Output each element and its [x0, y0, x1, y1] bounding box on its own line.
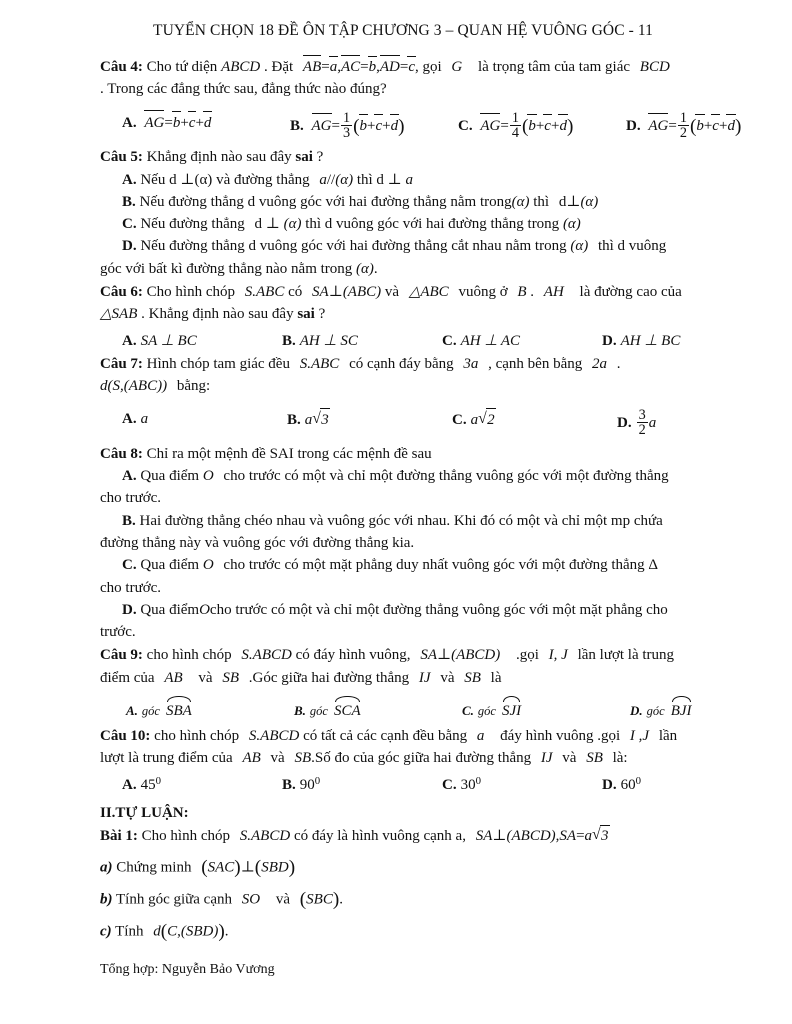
cau6-t5: là đường cao của — [579, 284, 682, 301]
cau5-option-b-tail: thì — [533, 193, 550, 210]
page-title: TUYỂN CHỌN 18 ĐỀ ÔN TẬP CHƯƠNG 3 – QUAN HỆ VUÔNG GÓC - 11 — [153, 22, 653, 39]
cau5-option-d-line2-text: góc với bất kì đường thẳng nào nằm trong — [100, 260, 353, 277]
cau6-stem-line2 — [100, 304, 706, 325]
cau7-t4: . — [616, 356, 621, 373]
cau9-l2-2: và — [198, 669, 213, 686]
cau4-stem-line2: . Trong các đẳng thức sau, đẳng thức nào đúng? — [100, 81, 387, 98]
cau7-option-c-tag: C. — [452, 411, 467, 428]
cau7-option-b-tag: B. — [287, 411, 301, 428]
cau10-option-c[interactable] — [442, 773, 602, 797]
cau9-sabcd: S.ABCD — [241, 647, 292, 664]
cau4-text-b: . Đặt — [263, 59, 294, 75]
cau5-option-b-alpha2: (α) — [580, 193, 599, 210]
cau5-stem — [100, 147, 706, 168]
cau6-option-b-tag: B. — [282, 332, 296, 349]
cau10-option-b-tag: B. — [282, 777, 296, 794]
cau10-option-c-tag: C. — [442, 777, 457, 794]
cau7-option-c-sqrt: √ 2 — [478, 408, 496, 432]
cau9-option-b-angle: SCA — [334, 698, 361, 723]
cau10-label: Câu 10: — [100, 727, 151, 744]
perpendicular-icon-2: ⊥ — [387, 171, 402, 188]
bai1-item-b-tag: b) — [100, 891, 113, 908]
bai1-abcd: (ABCD) — [506, 827, 556, 844]
cau5-option-a-line: a — [319, 171, 327, 188]
degree-icon-a: 0 — [155, 775, 161, 788]
cau4-label: Câu 4: — [100, 59, 143, 75]
cau4-option-a-d: d — [204, 112, 212, 135]
cau4-option-d-c: c — [712, 115, 719, 138]
cau9-ij2: IJ — [418, 669, 431, 686]
cau9-option-a-word: góc — [141, 704, 160, 719]
degree-icon-d: 0 — [635, 775, 641, 788]
cau6-t1: Cho hình chóp — [146, 284, 236, 301]
cau10-l2-3: .Số đo của góc giữa hai đường thẳng — [311, 749, 532, 766]
cau6-t6: . Khẳng định nào sau đây — [141, 306, 294, 323]
cau10-l2-4: và — [562, 749, 577, 766]
cau10-l2-5: là: — [612, 749, 628, 766]
cau4-vector-b: b — [369, 57, 377, 78]
cau9-option-b-word: góc — [309, 704, 328, 719]
bai1-sa2: SA — [559, 827, 577, 844]
cau9-t1: cho hình chóp — [146, 647, 232, 664]
cau9-l2-5: là — [490, 669, 502, 686]
cau4-vector-ac: AC — [341, 56, 360, 78]
cau5-option-d-line2 — [100, 259, 706, 280]
cau4-option-c-fraction: $\frac{1}{4}$ — [511, 109, 519, 142]
cau4-option-c-tag: C. — [458, 117, 473, 134]
bai1-stem — [100, 825, 706, 847]
cau4-option-c-c: c — [544, 115, 551, 138]
cau10-option-c-value: 30 — [460, 777, 476, 794]
cau9-option-d-angle: BJI — [671, 698, 692, 723]
cau7-option-d[interactable] — [617, 408, 782, 438]
cau8-option-a-point: O — [202, 468, 214, 485]
parallel-icon: // — [326, 171, 336, 188]
cau7-sabc: S.ABC — [299, 356, 340, 373]
cau9-l2-4: và — [440, 669, 455, 686]
cau10-option-b[interactable] — [282, 773, 442, 797]
cau7-option-d-tag: D. — [617, 414, 632, 431]
cau8-option-c-post: cho trước có một mặt phẳng duy nhất vuông góc với một đường thẳng Δ — [223, 557, 659, 574]
cau8-option-a-line2: cho trước. — [100, 490, 162, 507]
bai1-item-c-d: d — [153, 923, 161, 940]
cau4-text-a: Cho tứ diện — [146, 59, 218, 75]
question-block-cau8 — [100, 444, 706, 644]
cau8-option-b-pre: Hai đường thẳng chéo nhau và vuông góc với nhau. Khi đó có một và chỉ một mp chứa — [139, 512, 663, 529]
page-footer: Tổng hợp: Nguyễn Bảo Vương — [100, 962, 275, 977]
cau4-eq3: = — [399, 59, 409, 75]
cau6-dot: . — [530, 284, 535, 301]
cau9-label: Câu 9: — [100, 647, 143, 664]
cau10-t2: có tất cả các cạnh đều bằng — [303, 727, 468, 744]
cau10-option-a[interactable] — [122, 773, 282, 797]
cau10-t3: đáy hình vuông .gọi — [500, 727, 621, 744]
cau5-option-b-text: Nếu đường thẳng d vuông góc với hai đường thẳng nằm trong — [139, 193, 512, 210]
perpendicular-icon: ⊥ — [180, 171, 195, 188]
cau9-sb: SB — [222, 669, 239, 686]
cau9-option-b[interactable] — [294, 698, 462, 723]
cau5-option-b-tag: B. — [122, 193, 136, 210]
cau8-option-c-tag: C. — [122, 557, 137, 574]
cau7-stem — [100, 354, 706, 375]
cau5-option-d-alpha: (α) — [570, 238, 589, 255]
cau4-vector-ad: AD — [380, 56, 400, 78]
bai1-item-b-tail: . — [339, 891, 343, 908]
question-block-cau9 — [100, 645, 706, 722]
cau6-t2: có — [288, 284, 303, 301]
tu-luan-heading: II.TỰ LUẬN: — [100, 804, 189, 821]
question-block-cau10 — [100, 726, 706, 797]
question-block-cau4 — [100, 56, 742, 142]
cau10-option-a-tag: A. — [122, 777, 137, 794]
cau6-option-b-expr: AH ⊥ SC — [299, 332, 358, 349]
cau7-option-c[interactable] — [452, 408, 617, 438]
cau6-option-d[interactable] — [602, 330, 762, 353]
bai1-sa: SA — [475, 827, 493, 844]
cau9-abcd: (ABCD) — [451, 647, 501, 664]
cau10-t1: cho hình chóp — [154, 727, 240, 744]
cau5-option-b[interactable] — [100, 192, 706, 213]
cau5-option-a-t1: Nếu d — [140, 171, 177, 188]
bai1-item-c-tail: . — [224, 923, 229, 940]
cau10-option-d[interactable] — [602, 773, 762, 797]
cau5-option-d[interactable] — [100, 236, 706, 257]
cau6-option-d-expr: AH ⊥ BC — [620, 332, 681, 349]
cau5-option-c-alpha: (α) — [283, 216, 302, 233]
cau10-l2-1: lượt là trung điểm của — [100, 749, 233, 766]
cau10-sb: SB — [294, 749, 312, 766]
cau5-option-a-t2: và đường thẳng — [216, 171, 310, 188]
bai1-comma: , — [555, 827, 560, 844]
bai1-item-b-e1: SO — [241, 891, 261, 908]
perpendicular-icon-5: ⊥ — [328, 284, 343, 301]
cau4-option-d-d: d — [727, 115, 735, 138]
cau8-option-a-tag: A. — [122, 468, 137, 485]
cau7-option-d-coef: a — [648, 414, 657, 431]
cau4-option-b-vector-ag: AG — [312, 114, 332, 138]
cau9-l2-3: .Góc giữa hai đường thẳng — [248, 669, 410, 686]
bai1-t2: có đáy là hình vuông cạnh a, — [293, 827, 466, 844]
cau8-option-d-point: O — [199, 601, 210, 618]
cau6-stem — [100, 282, 706, 303]
cau9-l2-1: điểm của — [100, 669, 155, 686]
bai1-item-b-text: Tính góc giữa cạnh — [115, 891, 232, 908]
cau4-comma3: , — [414, 59, 419, 75]
cau4-option-a[interactable]: A. AG=b+c+d — [122, 111, 290, 142]
cau5-option-c-d: d — [254, 216, 262, 233]
bai1-item-b-e2: SBC — [306, 891, 333, 908]
cau8-stem-text: Chỉ ra một mệnh đề SAI trong các mệnh đề sau — [146, 445, 432, 462]
bai1-item-c-e2: (SBD) — [180, 923, 219, 940]
cau6-option-c-expr: AH ⊥ AC — [460, 332, 521, 349]
cau9-ij: I, J — [548, 647, 568, 664]
cau4-option-a-tag: A. — [122, 114, 137, 131]
cau10-sabcd: S.ABCD — [248, 727, 300, 744]
cau7-option-c-coef: a — [470, 411, 479, 428]
cau7-option-a-expr: a — [140, 410, 149, 427]
cau4-option-b-c: c — [375, 115, 382, 138]
cau10-option-d-value: 60 — [620, 777, 636, 794]
cau8-label: Câu 8: — [100, 445, 143, 462]
cau4-stem — [100, 56, 706, 78]
bai1-item-c-op: , — [177, 923, 181, 940]
cau7-base-edge: 3a — [463, 356, 479, 373]
cau5-option-b-alpha: (α) — [511, 193, 530, 210]
bai1-item-b-op: và — [275, 891, 291, 908]
cau4-answers — [100, 109, 742, 142]
cau10-sb2: SB — [586, 749, 603, 766]
cau4-option-a-vector-ag: AG — [144, 111, 164, 135]
cau6-t4: vuông ở — [458, 284, 508, 301]
cau9-option-c-word: góc — [477, 704, 496, 719]
cau7-option-a[interactable] — [122, 408, 287, 438]
bai1-sqrt: √ 3 — [592, 825, 610, 847]
cau7-stem-line2 — [100, 376, 706, 397]
cau8-option-d-post: cho trước có một và chỉ một đường thẳng vuông góc với một mặt phẳng cho — [209, 601, 668, 618]
cau5-option-a-tag: A. — [122, 171, 137, 188]
cau7-t3: , cạnh bên bằng — [488, 356, 583, 373]
cau4-option-c-d: d — [559, 115, 567, 138]
cau9-option-a-angle: SBA — [166, 698, 192, 723]
cau6-option-a-tag: A. — [122, 332, 137, 349]
question-block-cau5 — [100, 147, 706, 280]
cau4-option-c-vector-ag: AG — [480, 114, 500, 138]
bai1-item-a-e2: SBD — [261, 859, 289, 876]
cau5-stem-pre: Khẳng định nào sau đây — [146, 149, 292, 166]
cau7-side-edge: 2a — [592, 356, 607, 373]
cau5-option-b-d: d — [558, 193, 567, 210]
cau7-t5: bằng: — [176, 378, 211, 395]
cau10-option-a-value: 45 — [140, 777, 156, 794]
cau4-option-d-tag: D. — [626, 117, 641, 134]
question-block-cau7 — [100, 354, 706, 438]
cau4-text-d: là trọng tâm của tam giác — [478, 59, 631, 75]
cau10-option-b-value: 90 — [299, 777, 315, 794]
cau4-option-b[interactable]: B. AG= $\frac{1}{3}$ (b+c+d) — [290, 109, 405, 142]
cau6-answers — [100, 330, 706, 353]
cau4-vector-c: c — [408, 57, 415, 78]
bai1-item-c-text: Tính — [115, 923, 144, 940]
cau9-t2: có đáy hình vuông, — [295, 647, 411, 664]
cau5-option-d-tag: D. — [122, 238, 137, 255]
cau4-option-c[interactable]: C. AG= $\frac{1}{4}$ (b+c+d) — [458, 109, 574, 142]
cau8-option-b[interactable] — [100, 511, 706, 532]
cau8-option-a-post: cho trước có một và chỉ một đường thẳng vuông góc với một đường thẳng — [223, 468, 669, 485]
cau9-stem — [100, 645, 706, 666]
cau9-t3: .gọi — [516, 647, 539, 664]
cau9-option-a-tag: A. — [126, 703, 138, 719]
cau4-option-b-tag: B. — [290, 117, 304, 134]
degree-icon-c: 0 — [475, 775, 481, 788]
cau6-t7: ? — [318, 306, 326, 323]
cau7-distance-expr: d(S,(ABC)) — [100, 378, 168, 395]
cau4-eq2: = — [360, 59, 369, 75]
cau7-answers — [100, 408, 706, 438]
bai1-coef: a — [584, 827, 593, 844]
bai1-item-c-e1: C — [167, 923, 178, 940]
cau6-label: Câu 6: — [100, 284, 143, 301]
cau9-t4: lần lượt là trung — [577, 647, 675, 664]
cau6-option-b[interactable] — [282, 330, 442, 353]
cau6-sa: SA — [312, 284, 329, 301]
cau7-option-b[interactable] — [287, 408, 452, 438]
cau8-option-c[interactable] — [100, 555, 706, 576]
cau5-option-a[interactable] — [100, 170, 706, 191]
cau4-comma1: , — [337, 59, 341, 75]
cau9-option-a[interactable] — [126, 698, 294, 723]
perpendicular-icon-7: ⊥ — [492, 827, 507, 844]
cau10-stem — [100, 726, 706, 747]
bai1-t1: Cho hình chóp — [141, 827, 231, 844]
cau9-option-c-tag: C. — [462, 703, 474, 719]
cau8-option-a-pre: Qua điểm — [140, 468, 200, 485]
cau8-option-d[interactable] — [100, 600, 706, 621]
cau5-option-a-d2: a — [405, 171, 414, 188]
cau7-option-b-coef: a — [304, 411, 313, 428]
cau10-l2-2: và — [270, 749, 285, 766]
question-block-cau6 — [100, 282, 706, 352]
cau9-option-d-tag: D. — [630, 703, 643, 719]
perpendicular-icon-8: ⊥ — [240, 859, 255, 876]
section-tu-luan — [100, 805, 706, 943]
bai1-item-c: c) Tính d(C,(SBD)). — [100, 921, 229, 943]
cau9-answers — [100, 698, 706, 723]
cau5-option-d-mid: thì d vuông — [597, 238, 667, 255]
cau4-option-d-vector-ag: AG — [648, 114, 668, 138]
cau10-option-d-tag: D. — [602, 777, 617, 794]
cau7-label: Câu 7: — [100, 356, 143, 373]
cau10-ij: I ,J — [629, 727, 650, 744]
cau4-text-c: gọi — [422, 59, 442, 75]
cau6-option-d-tag: D. — [602, 332, 617, 349]
cau4-option-c-b: b — [528, 115, 536, 138]
cau8-option-d-line2: trước. — [100, 624, 136, 641]
cau5-stem-post: ? — [316, 149, 324, 166]
cau4-comma2: , — [376, 59, 380, 75]
cau4-option-d-b: b — [696, 115, 704, 138]
cau5-option-a-alpha2: (α) — [335, 171, 354, 188]
perpendicular-icon-3: ⊥ — [566, 193, 581, 210]
cau6-tri-sab: △SAB — [100, 306, 138, 323]
cau8-option-b-tag: B. — [122, 512, 136, 529]
bai1-item-a-text: Chứng minh — [116, 859, 192, 876]
cau10-ab: AB — [242, 749, 261, 766]
cau10-t4: lần — [658, 727, 678, 744]
perpendicular-icon-4: ⊥ — [265, 216, 280, 233]
cau9-option-b-tag: B. — [294, 703, 306, 719]
cau5-option-c-pre: Nếu đường thẳng — [140, 216, 245, 233]
perpendicular-icon-6: ⊥ — [436, 647, 452, 664]
bai1-sabcd: S.ABCD — [239, 827, 291, 844]
bai1-item-a: a) Chứng minh (SAC)⊥(SBD) — [100, 857, 296, 879]
cau9-option-c-angle: SJI — [502, 698, 521, 723]
cau6-option-a-expr: SA ⊥ BC — [140, 332, 197, 349]
cau4-option-a-b: b — [173, 112, 181, 135]
cau5-stem-bold: sai — [295, 149, 313, 166]
cau7-option-b-sqrt: √ 3 — [312, 408, 330, 432]
bai1-item-a-tag: a) — [100, 859, 113, 876]
cau8-stem — [100, 444, 706, 465]
cau8-option-a[interactable] — [100, 466, 706, 487]
cau6-tri-abc: △ABC — [408, 284, 449, 301]
bai1-item-a-e1: SAC — [207, 859, 235, 876]
cau7-option-a-tag: A. — [122, 410, 137, 427]
cau8-option-d-tag: D. — [122, 601, 137, 618]
cau4-option-a-c: c — [189, 112, 196, 135]
cau6-option-c[interactable] — [442, 330, 602, 353]
cau8-option-b-line2: đường thẳng này và vuông góc với đường thẳng kia. — [100, 534, 415, 551]
cau4-point-g: G — [451, 59, 463, 75]
cau4-eq1: = — [321, 59, 330, 75]
cau4-vector-a: a — [330, 57, 338, 78]
cau9-option-d-word: góc — [646, 704, 665, 719]
cau4-option-b-d: d — [391, 115, 399, 138]
cau5-option-d-dot: . — [373, 260, 378, 277]
cau5-option-a-t3: thì d — [356, 171, 384, 188]
cau5-option-c-mid: thì d vuông góc với hai đường thẳng trong — [305, 216, 560, 233]
cau6-sabc: S.ABC — [244, 284, 285, 301]
cau4-option-d-fraction: $\frac{1}{2}$ — [679, 109, 687, 142]
cau9-option-c[interactable] — [462, 698, 630, 723]
cau6-option-a[interactable] — [122, 330, 282, 353]
cau6-bold: sai — [297, 306, 315, 323]
cau5-option-a-alpha1: (α) — [194, 171, 213, 188]
cau8-option-d-pre: Qua điểm — [140, 601, 200, 618]
bai1-eq: = — [576, 827, 585, 844]
cau10-answers — [100, 773, 706, 797]
cau9-sb2: SB — [464, 669, 481, 686]
cau9-option-d[interactable] — [630, 698, 792, 723]
cau5-option-d-alpha2: (α) — [356, 260, 374, 277]
cau5-option-d-pre: Nếu đường thẳng d vuông góc với hai đường thẳng cắt nhau nằm trong — [140, 238, 567, 255]
cau4-abcd: ABCD — [221, 59, 261, 75]
cau4-option-d[interactable]: D. AG= $\frac{1}{2}$ (b+c+d) — [626, 109, 742, 142]
cau7-option-d-fraction: $\frac{3}{2}$ — [638, 406, 646, 439]
cau9-stem-line2 — [100, 668, 706, 689]
cau4-option-b-fraction: $\frac{1}{3}$ — [342, 109, 351, 142]
cau4-option-b-b: b — [360, 115, 368, 138]
cau8-option-c-point: O — [202, 557, 214, 574]
cau9-sa: SA — [420, 647, 437, 664]
cau7-t1: Hình chóp tam giác đều — [146, 356, 290, 373]
cau4-vector-ab: AB — [303, 56, 321, 78]
cau4-tri-bcd: BCD — [639, 59, 670, 75]
cau6-b: B — [517, 284, 527, 301]
cau10-edge-a: a — [476, 727, 485, 744]
cau6-abc: (ABC) — [342, 284, 382, 301]
cau5-option-c-alpha2: (α) — [562, 216, 581, 233]
cau5-option-c-tag: C. — [122, 216, 137, 233]
cau7-t2: có cạnh đáy bằng — [349, 356, 454, 373]
degree-icon-b: 0 — [314, 775, 321, 788]
cau5-label: Câu 5: — [100, 149, 143, 166]
cau6-t3: và — [384, 284, 400, 301]
cau6-ah: AH — [543, 284, 564, 301]
bai1-label: Bài 1: — [100, 827, 138, 844]
cau5-option-c[interactable] — [100, 214, 706, 235]
cau8-option-c-line2: cho trước. — [100, 579, 162, 596]
cau10-stem-line2 — [100, 748, 706, 769]
bai1-item-b: b) Tính góc giữa cạnh SO và (SBC). — [100, 889, 343, 911]
cau10-ij2: IJ — [540, 749, 553, 766]
bai1-item-c-tag: c) — [100, 923, 112, 940]
cau8-option-c-pre: Qua điểm — [140, 557, 200, 574]
cau9-ab: AB — [164, 669, 183, 686]
cau6-option-c-tag: C. — [442, 332, 457, 349]
